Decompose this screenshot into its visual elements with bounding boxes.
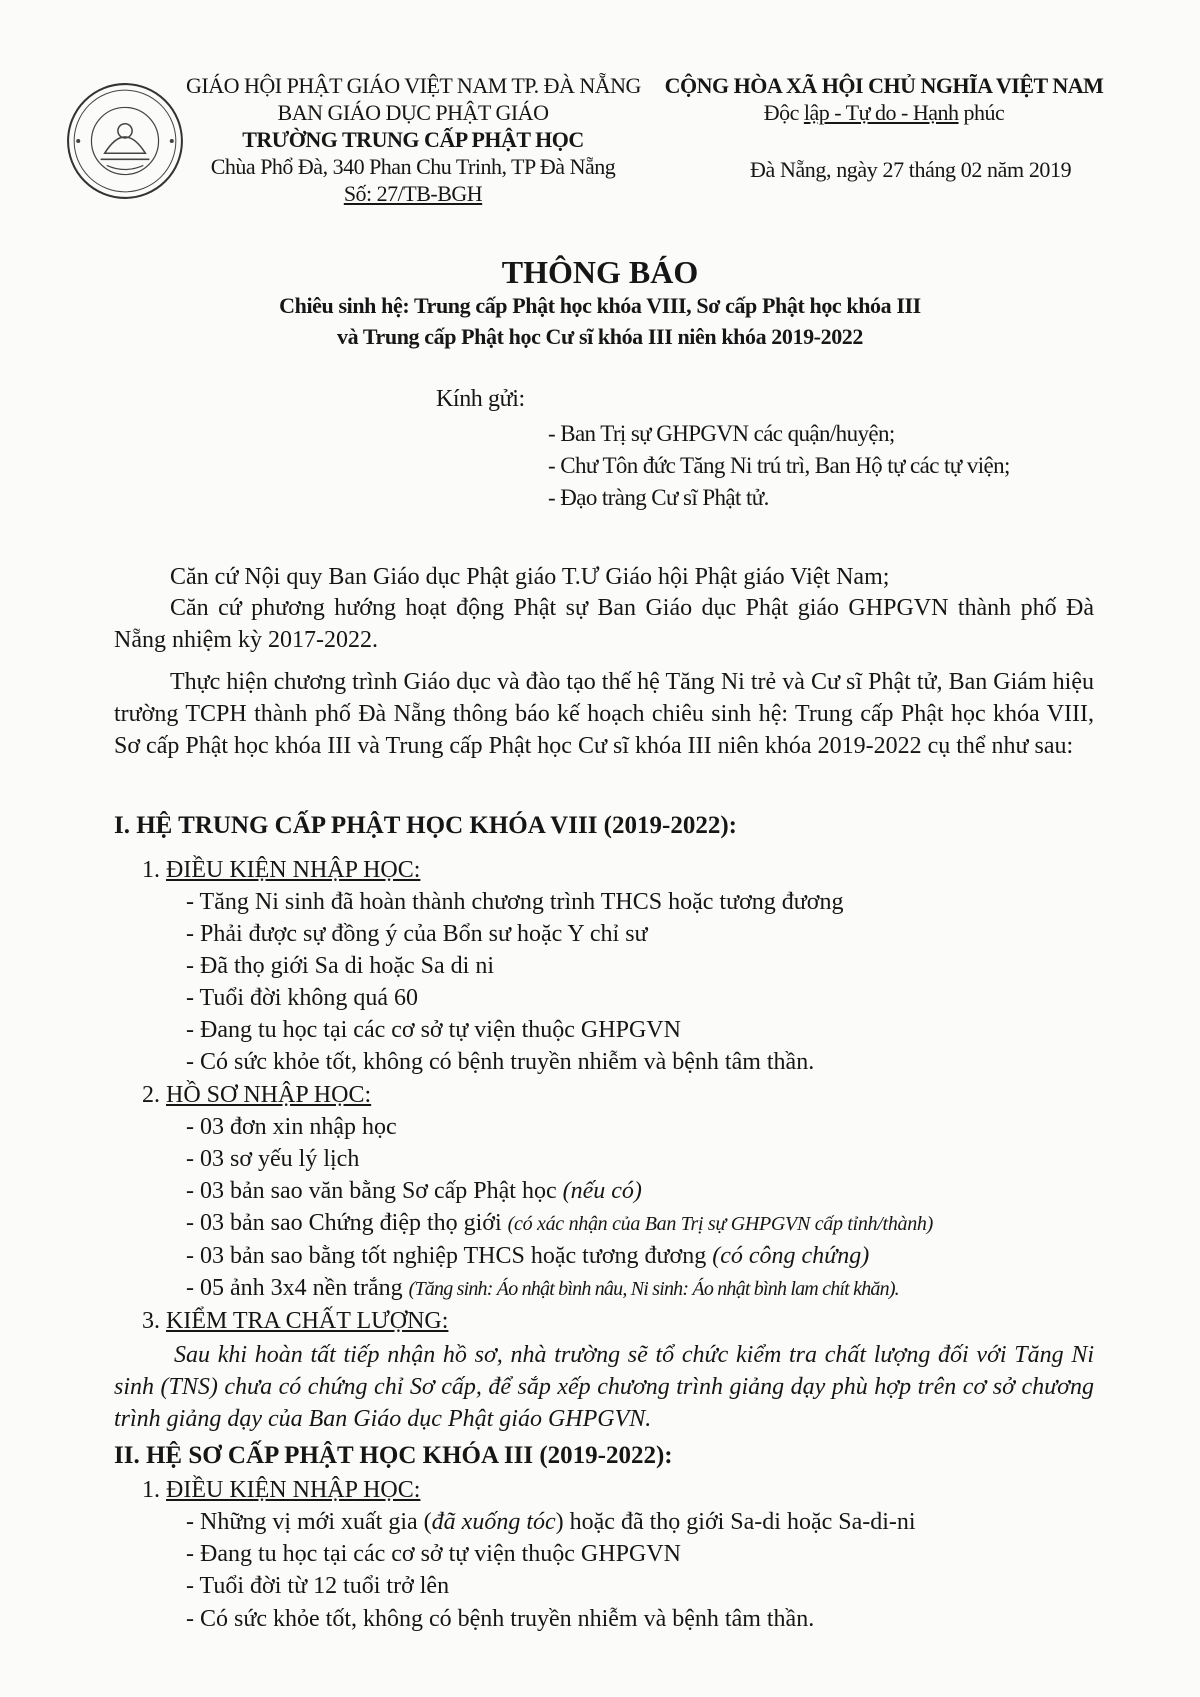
school-seal-icon [64, 80, 186, 202]
s2-condition [186, 1509, 916, 1536]
national-motto [664, 99, 1104, 126]
republic-name: CỘNG HÒA XÃ HỘI CHỦ NGHĨA VIỆT NAM [664, 73, 1104, 98]
doc-note: (có xác nhận của Ban Trị sự GHPGVN cấp tỉnh/thành) [507, 1213, 933, 1235]
doc-title: THÔNG BÁO [501, 254, 699, 290]
s2-condition: - Đang tu học tại các cơ sở tự viện thuộc GHPGVN [186, 1541, 681, 1567]
s2-condition: - Có sức khỏe tốt, không có bệnh truyền nhiễm và bệnh tâm thần. [186, 1606, 815, 1632]
doc-text: - 05 ảnh 3x4 nền trắng [186, 1275, 409, 1301]
sub-number: 2. [142, 1082, 166, 1108]
section-2-heading: II. HỆ SƠ CẤP PHẬT HỌC KHÓA III (2019-2022): [114, 1442, 673, 1469]
motto-underlined: lập - Tự do - Hạnh [803, 100, 959, 125]
s1-condition: - Tăng Ni sinh đã hoàn thành chương trình THCS hoặc tương đương [186, 889, 844, 915]
s2-condition: - Tuổi đời từ 12 tuổi trở lên [186, 1573, 450, 1599]
intro-paragraph-1: Căn cứ Nội quy Ban Giáo dục Phật giáo T.Ư Giáo hội Phật giáo Việt Nam; [170, 564, 890, 590]
doc-note: (nếu có) [562, 1178, 642, 1204]
condition-text: - Những vị mới xuất gia ( [186, 1509, 432, 1535]
s1-condition: - Tuổi đời không quá 60 [186, 985, 419, 1011]
issuer-line-2: BAN GIÁO DỤC PHẬT GIÁO [277, 100, 549, 125]
issuer-address: Chùa Phổ Đà, 340 Phan Chu Trinh, TP Đà Nẵng [210, 154, 616, 179]
sub-label: KIỂM TRA CHẤT LƯỢNG: [166, 1308, 449, 1334]
motto-part: phúc [958, 100, 1005, 125]
sub-number: 1. [142, 1477, 166, 1503]
intro-paragraph-3: Thực hiện chương trình Giáo dục và đào tạo thế hệ Tăng Ni trẻ và Cư sĩ Phật tử, Ban Giám hiệu trường TCPH thành phố Đà Nẵng thông báo kế hoạch chiêu sinh hệ: Trung cấp Phật học khóa VIII, Sơ cấp Phật học khóa III và Trung cấp Phật học Cư sĩ khóa III niên khóa 2019-2022 cụ thể như sau: [114, 669, 1094, 759]
s1-condition: - Có sức khỏe tốt, không có bệnh truyền nhiễm và bệnh tâm thần. [186, 1049, 815, 1075]
doc-note: (Tăng sinh: Áo nhật bình nâu, Ni sinh: Áo nhật bình lam chít khăn). [408, 1278, 899, 1300]
s1-sub-1-heading [142, 857, 420, 884]
recipient-item: - Chư Tôn đức Tăng Ni trú trì, Ban Hộ tự các tự viện; [548, 453, 1010, 478]
section-1-heading: I. HỆ TRUNG CẤP PHẬT HỌC KHÓA VIII (2019-2022): [114, 812, 737, 839]
quality-check-text: Sau khi hoàn tất tiếp nhận hồ sơ, nhà trường sẽ tổ chức kiểm tra chất lượng đối với Tăng Ni sinh (TNS) chưa có chứng chỉ Sơ cấp, để sắp xếp chương trình giảng dạy phù hợp trên cơ sở chương trình giảng dạy của Ban Giáo dục Phật giáo GHPGVN. [114, 1342, 1094, 1432]
sub-number: 3. [142, 1308, 166, 1334]
doc-note: (có công chứng) [712, 1243, 870, 1269]
doc-subtitle-1: Chiêu sinh hệ: Trung cấp Phật học khóa VIII, Sơ cấp Phật học khóa III [279, 293, 921, 318]
condition-italic: đã xuống tóc [431, 1509, 556, 1535]
s1-condition: - Đang tu học tại các cơ sở tự viện thuộc GHPGVN [186, 1017, 681, 1043]
doc-text: - 03 bản sao văn bằng Sơ cấp Phật học [186, 1178, 563, 1204]
issuer-block [186, 72, 640, 207]
s2-sub-1-heading [142, 1477, 420, 1504]
sub-label: ĐIỀU KIỆN NHẬP HỌC: [166, 857, 421, 883]
recipient-item: - Đạo tràng Cư sĩ Phật tử. [548, 485, 769, 510]
doc-subtitle-2: và Trung cấp Phật học Cư sĩ khóa III niên khóa 2019-2022 [336, 324, 864, 349]
national-header [664, 72, 1104, 126]
s1-condition: - Phải được sự đồng ý của Bổn sư hoặc Y chỉ sư [186, 921, 648, 947]
s1-doc [186, 1178, 642, 1205]
doc-text: - 03 bản sao Chứng điệp thọ giới [186, 1210, 508, 1236]
s1-doc [186, 1275, 899, 1302]
issue-date: Đà Nẵng, ngày 27 tháng 02 năm 2019 [750, 157, 1072, 182]
s1-sub-3-heading [142, 1308, 448, 1335]
issuer-line-1: GIÁO HỘI PHẬT GIÁO VIỆT NAM TP. ĐÀ NẴNG [186, 73, 641, 98]
sub-number: 1. [142, 857, 166, 883]
s1-condition: - Đã thọ giới Sa di hoặc Sa di ni [186, 953, 494, 979]
document-number: Số: 27/TB-BGH [343, 181, 483, 206]
motto-part: Độc [763, 100, 804, 125]
s1-doc [186, 1243, 869, 1270]
intro-paragraph-2: Căn cứ phương hướng hoạt động Phật sự Ban Giáo dục Phật giáo GHPGVN thành phố Đà Nẵng nhiệm kỳ 2017-2022. [114, 595, 1094, 653]
sub-label: ĐIỀU KIỆN NHẬP HỌC: [166, 1477, 421, 1503]
condition-text: ) hoặc đã thọ giới Sa-di hoặc Sa-di-ni [555, 1509, 916, 1535]
recipient-item: - Ban Trị sự GHPGVN các quận/huyện; [548, 421, 895, 446]
recipients-label: Kính gửi: [436, 386, 525, 412]
sub-label: HỒ SƠ NHẬP HỌC: [166, 1082, 372, 1108]
s1-doc [186, 1210, 933, 1237]
s1-doc: - 03 sơ yếu lý lịch [186, 1146, 360, 1172]
issuer-line-3: TRƯỜNG TRUNG CẤP PHẬT HỌC [242, 127, 584, 152]
s1-sub-2-heading [142, 1082, 371, 1109]
doc-text: - 03 bản sao bằng tốt nghiệp THCS hoặc tương đương [186, 1243, 713, 1269]
s1-doc: - 03 đơn xin nhập học [186, 1114, 397, 1140]
